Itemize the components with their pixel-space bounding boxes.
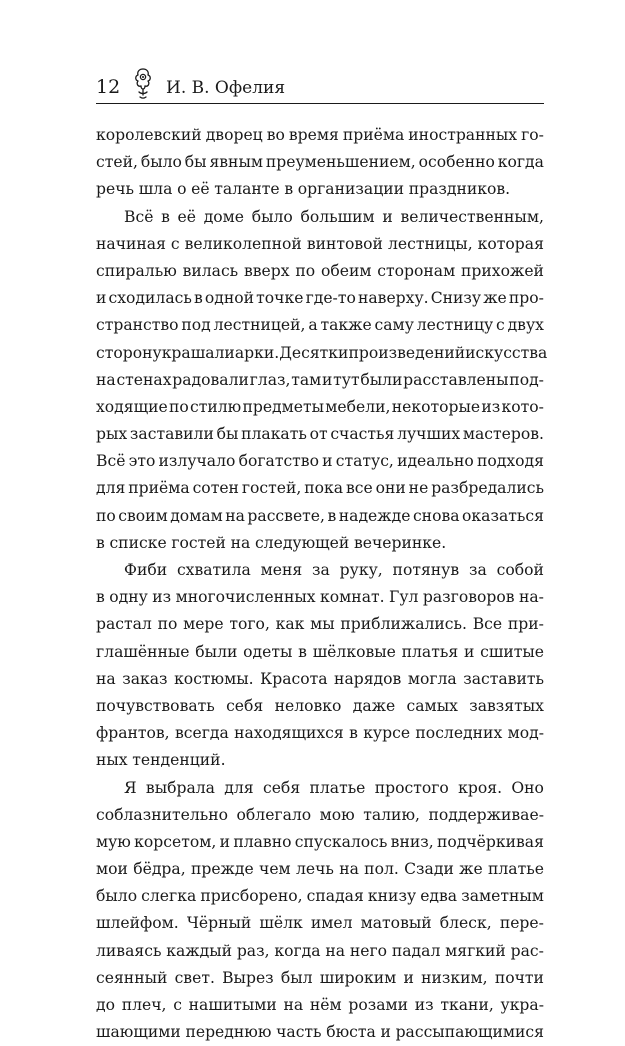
text-line: спиралью вилась вверх по обеим сторонам прихожей	[96, 261, 544, 280]
text-line: соблазнительно облегало мою талию, поддерживае-	[96, 805, 544, 824]
text-line: было слегка присборено, спадая книзу едва заметным	[96, 887, 544, 906]
text-line: в одну из многочисленных комнат. Гул разговоров на-	[96, 588, 544, 607]
text-line: Фиби схватила меня за руку, потянув за собой	[124, 561, 544, 579]
text-line: мую корсетом, и плавно спускалось вниз, подчёркивая	[96, 832, 544, 851]
body-text	[96, 122, 548, 1046]
text-line: до плеч, с нашитыми на нём розами из ткани, укра-	[96, 996, 544, 1014]
text-line: королевский дворец во время приёма иностранных го-	[96, 126, 544, 144]
text-line: речь шла о её таланте в организации праздников.	[96, 180, 511, 199]
running-head-author: И. В. Офелия	[166, 78, 286, 98]
text-line: шающими переднюю часть бюста и рассыпающимися	[96, 1023, 544, 1042]
text-line: глашённые были одеты в шёлковые платья и сшитые	[96, 642, 544, 661]
page-number: 12	[96, 76, 121, 98]
text-line: мои бёдра, прежде чем лечь на пол. Сзади же платье	[96, 860, 544, 879]
text-line: франтов, всегда находящихся в курсе последних мод-	[96, 724, 544, 743]
text-line: сеянный свет. Вырез был широким и низким, почти	[96, 968, 544, 987]
text-line: странство под лестницей, а также саму лестницу с двух	[96, 316, 544, 335]
text-line: на заказ костюмы. Красота нарядов могла заставить	[96, 669, 544, 688]
text-line: Я выбрала для себя платье простого кроя. Оно	[124, 778, 544, 797]
text-line: по своим домам на рассвете, в надежде снова оказаться	[96, 506, 544, 525]
text-line: ных тенденций.	[96, 751, 226, 770]
text-line: Всё в её доме было большим и величественным,	[124, 207, 544, 226]
text-line: на стенах радовали глаз, там и тут были расставлены под-	[96, 370, 544, 389]
text-line: ливаясь каждый раз, когда на него падал мягкий рас-	[96, 941, 544, 960]
header-rule	[96, 103, 544, 104]
text-line: стей, было бы явным преуменьшением, особенно когда	[96, 153, 544, 172]
text-line: рых заставили бы плакать от счастья лучших мастеров.	[96, 425, 544, 444]
text-line: сторон украшали арки. Десятки произведений искусства	[96, 343, 548, 362]
text-line: начиная с великолепной винтовой лестницы, которая	[96, 234, 544, 253]
text-line: шлейфом. Чёрный шёлк имел матовый блеск, пере-	[96, 914, 544, 933]
text-line: и сходилась в одной точке где-то наверху. Снизу же про-	[96, 289, 544, 308]
text-line: ходящие по стилю предметы мебели, некоторые из кото-	[96, 397, 544, 416]
text-line: для приёма сотен гостей, пока все они не разбредались	[96, 479, 544, 498]
text-line: почувствовать себя неловко даже самых завзятых	[96, 696, 544, 715]
text-line: Всё это излучало богатство и статус, идеально подходя	[96, 452, 544, 471]
ornament-emblem-icon	[132, 66, 154, 100]
text-line: в списке гостей на следующей вечеринке.	[96, 533, 447, 552]
text-line: растал по мере того, как мы приближались. Все при-	[96, 615, 544, 634]
running-header	[96, 64, 544, 104]
